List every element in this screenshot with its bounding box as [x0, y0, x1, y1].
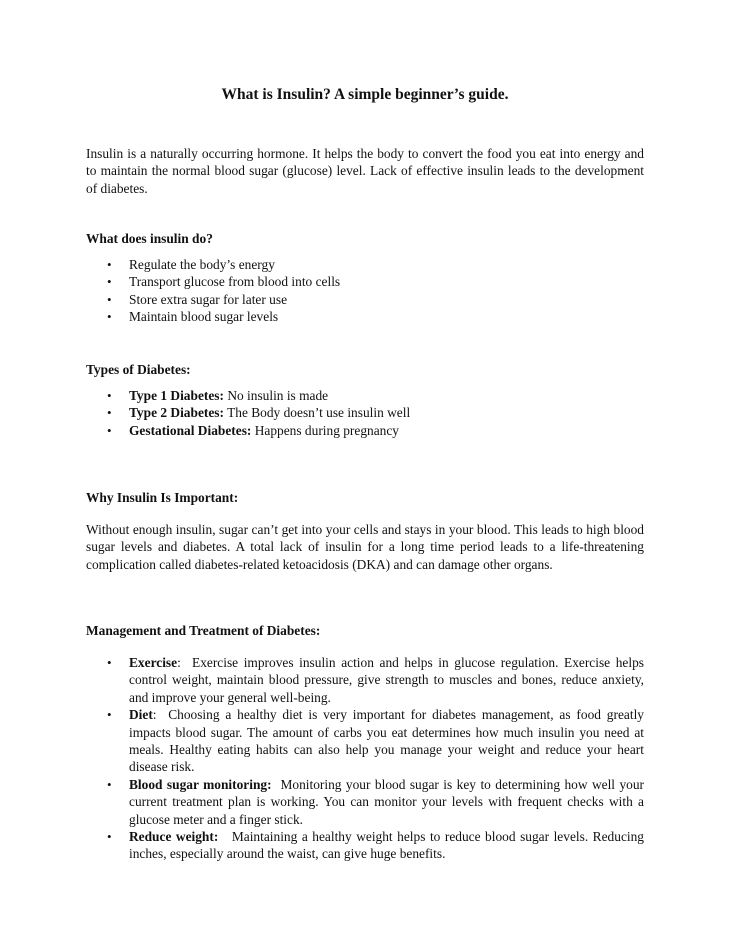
what-does-heading: What does insulin do? [86, 231, 213, 246]
bullet-icon: • [107, 309, 112, 325]
intro-section [86, 145, 644, 197]
list-item-text: Transport glucose from blood into cells [129, 274, 341, 290]
what-does-section [86, 230, 644, 326]
list-item-term: Exercise [129, 655, 178, 670]
list-item [86, 828, 644, 863]
management-section [86, 622, 644, 863]
list-item-text: The Body doesn’t use insulin well [223, 405, 411, 421]
list-item-text: Maintaining a healthy weight helps to reduce blood sugar levels. Reducing inches, especially around the waist, can give huge benefits. [129, 829, 645, 862]
list-item-text: Maintain blood sugar levels [129, 309, 279, 325]
list-item-separator: : [152, 707, 169, 723]
types-list [86, 387, 644, 439]
list-item [86, 776, 644, 828]
list-item-text: Choosing a healthy diet is very important for diabetes management, as food greatly impacts blood sugar. The amount of carbs you eat determines how much insulin you need at meals. Healthy eating habits can also help you manage your weight and reduce your heart disease risk. [129, 707, 644, 775]
list-item [86, 387, 644, 404]
list-item-term: Blood sugar monitoring: [129, 776, 272, 792]
list-item [86, 654, 644, 706]
what-does-list [86, 256, 644, 326]
list-item-text: No insulin is made [223, 388, 329, 403]
types-heading: Types of Diabetes: [86, 362, 191, 377]
bullet-icon: • [107, 257, 112, 272]
bullet-icon: • [107, 707, 112, 723]
list-item-term: Diet [129, 707, 153, 723]
list-item [86, 273, 644, 290]
why-heading: Why Insulin Is Important: [86, 490, 239, 505]
why-paragraph: Without enough insulin, sugar can’t get into your cells and stays in your blood. This leads to high blood sugar levels and diabetes. A total lack of insulin for a long time period leads to a life-threatening complication called diabetes-related ketoacidosis (DKA) and can damage other organs. [86, 522, 644, 572]
list-item-text: Monitoring your blood sugar is key to determining how well your current treatment plan is working. You can monitor your levels with frequent checks with a glucose meter and a finger stick. [129, 776, 645, 827]
bullet-icon: • [107, 405, 112, 421]
bullet-icon: • [107, 274, 112, 290]
list-item-separator: : [177, 655, 193, 670]
intro-paragraph: Insulin is a naturally occurring hormone. It helps the body to convert the food you eat into energy and to maintain the normal blood sugar (glucose) level. Lack of effective insulin leads to the development of diabetes. [86, 146, 644, 196]
types-section [86, 361, 644, 439]
list-item-text: Happens during pregnancy [251, 422, 399, 438]
list-item [86, 256, 644, 273]
list-item [86, 422, 644, 439]
list-item-text: Store extra sugar for later use [129, 291, 288, 307]
document-title: What is Insulin? A simple beginner’s guide. [221, 86, 509, 103]
list-item-separator [218, 829, 232, 844]
list-item-text: Exercise improves insulin action and helps in glucose regulation. Exercise helps control weight, maintain blood pressure, give strength to muscles and bones, reduce anxiety, and improve your general well-being. [129, 655, 644, 705]
list-item-text: Regulate the body’s energy [129, 257, 275, 272]
list-item-term: Type 2 Diabetes: [129, 405, 224, 421]
bullet-icon: • [107, 655, 112, 670]
bullet-icon: • [107, 388, 112, 403]
list-item-term: Type 1 Diabetes: [129, 388, 224, 403]
bullet-icon: • [107, 422, 112, 438]
list-item [86, 404, 644, 421]
why-section [86, 489, 644, 573]
list-item-term: Gestational Diabetes: [129, 422, 252, 438]
management-heading: Management and Treatment of Diabetes: [86, 623, 321, 638]
bullet-icon: • [107, 291, 112, 307]
management-list [86, 654, 644, 863]
list-item-term: Reduce weight: [129, 829, 219, 845]
bullet-icon: • [107, 829, 112, 845]
list-item [86, 291, 644, 308]
list-item [86, 706, 644, 776]
list-item [86, 308, 644, 325]
bullet-icon: • [107, 776, 112, 792]
